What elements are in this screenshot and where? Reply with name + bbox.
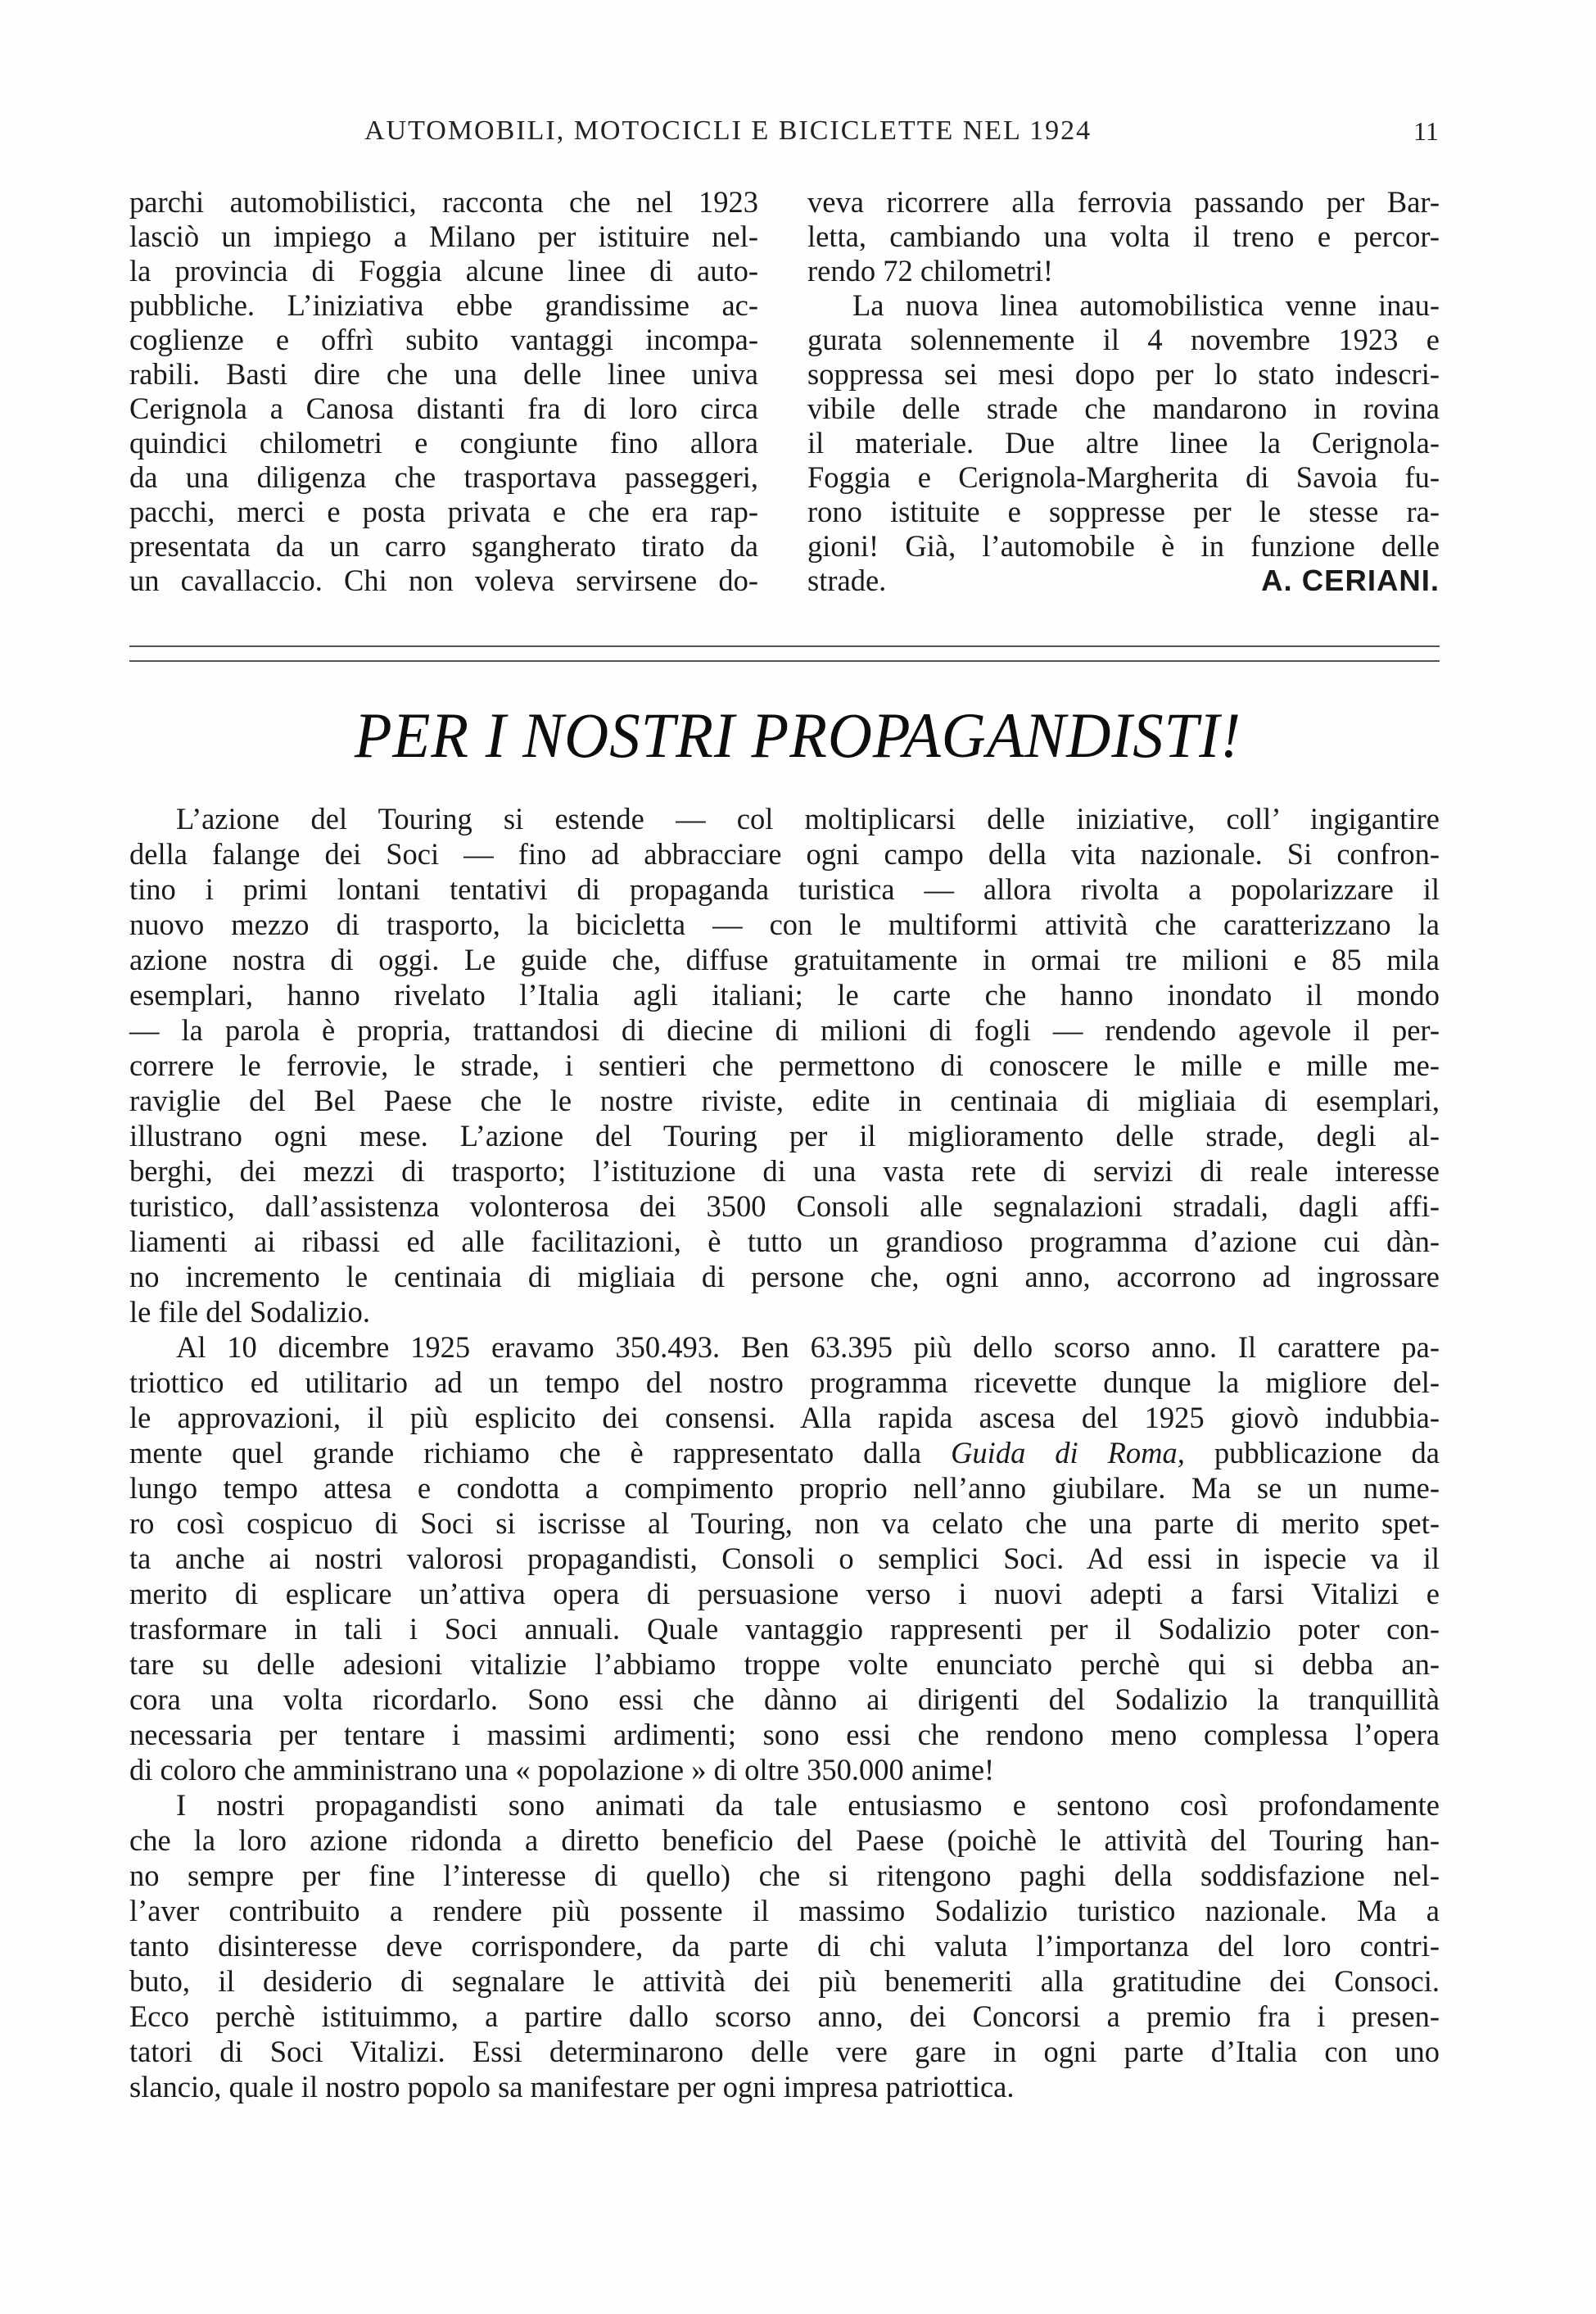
text-line: La nuova linea automobilistica venne inau-: [852, 288, 1440, 322]
text-segment: mente quel grande richiamo che è rappresentato dalla: [129, 1436, 952, 1469]
text-line: ta anche ai nostri valorosi propagandisti, Consoli o semplici Soci. Ad essi in ispecie va il: [129, 1542, 1440, 1575]
text-line: parchi automobilistici, racconta che nel 1923: [129, 185, 758, 219]
text-line: esemplari, hanno rivelato l’Italia agli italiani; le carte che hanno inondato il mondo: [129, 978, 1440, 1012]
text-line: Al 10 dicembre 1925 eravamo 350.493. Ben 63.395 più dello scorso anno. Il carattere pa-: [176, 1330, 1440, 1364]
text-segment: pubblicazione da: [1184, 1436, 1440, 1469]
text-line: trasformare in tali i Soci annuali. Quale vantaggio rappresenti per il Sodalizio poter con-: [129, 1612, 1440, 1646]
text-line: Cerignola a Canosa distanti fra di loro circa: [129, 392, 758, 425]
text-line: le approvazioni, il più esplicito dei consensi. Alla rapida ascesa del 1925 giovò indubbia-: [129, 1401, 1440, 1434]
page-number: 11: [1413, 116, 1439, 146]
text-line: tare su delle adesioni vitalizie l’abbiamo troppe volte enunciato perchè qui si debba an-: [129, 1647, 1440, 1681]
text-line: lasciò un impiego a Milano per istituire nel-: [129, 220, 758, 253]
text-line: [807, 564, 1440, 598]
text-line: berghi, dei mezzi di trasporto; l’istituzione di una vasta rete di servizi di reale interesse: [129, 1154, 1440, 1188]
text-line: L’azione del Touring si estende — col moltiplicarsi delle iniziative, coll’ ingigantire: [176, 802, 1440, 835]
text-line: tino i primi lontani tentativi di propaganda turistica — allora rivolta a popolarizzare il: [129, 872, 1440, 906]
text-line: un cavallaccio. Chi non voleva servirsene do-: [129, 564, 758, 597]
text-line: illustrano ogni mese. L’azione del Touring per il miglioramento delle strade, degli al-: [129, 1119, 1440, 1152]
text-line: il materiale. Due altre linee la Cerignola-: [807, 426, 1440, 460]
text-line: coglienze e offrì subito vantaggi incompa-: [129, 323, 758, 356]
text-line: cora una volta ricordarlo. Sono essi che dànno ai dirigenti del Sodalizio la tranquillità: [129, 1682, 1440, 1716]
text-line: l’aver contribuito a rendere più possente il massimo Sodalizio turistico nazionale. Ma a: [129, 1894, 1440, 1927]
text-line: pacchi, merci e posta privata e che era rap-: [129, 495, 758, 528]
text-line: necessaria per tentare i massimi ardimenti; sono essi che rendono meno complessa l’opera: [129, 1718, 1440, 1751]
text-line: rabili. Basti dire che una delle linee univa: [129, 357, 758, 391]
text-line: liamenti ai ribassi ed alle facilitazioni, è tutto un grandioso programma d’azione cui dàn-: [129, 1225, 1440, 1258]
text-line: rendo 72 chilometri!: [807, 254, 1054, 288]
text-line: che la loro azione ridonda a diretto beneficio del Paese (poichè le attività del Touring han-: [129, 1823, 1440, 1857]
article-title: PER I NOSTRI PROPAGANDISTI!: [354, 700, 1242, 771]
text-line: le file del Sodalizio.: [129, 1295, 370, 1329]
text-line: di coloro che amministrano una « popolazione » di oltre 350.000 anime!: [129, 1753, 995, 1786]
text-line: turistico, dall’assistenza volonterosa dei 3500 Consoli alle segnalazioni stradali, dagli affi-: [129, 1189, 1440, 1223]
text-line: pubbliche. L’iniziativa ebbe grandissime ac-: [129, 288, 758, 322]
text-line: nuovo mezzo di trasporto, la bicicletta — con le multiformi attività che caratterizzano la: [129, 908, 1440, 941]
text-line: Ecco perchè istituimmo, a partire dallo scorso anno, dei Concorsi a premio fra i presen-: [129, 1999, 1440, 2033]
text-line: — la parola è propria, trattandosi di diecine di milioni di fogli — rendendo agevole il per-: [129, 1013, 1440, 1047]
author-signature: A. CERIANI.: [1261, 564, 1440, 597]
text-line: rono istituite e soppresse per le stesse ra-: [807, 495, 1440, 528]
text-line: presentata da un carro sgangherato tirato da: [129, 529, 758, 563]
text-line: [129, 1435, 1440, 1470]
text-line: triottico ed utilitario ad un tempo del nostro programma ricevette dunque la migliore del-: [129, 1365, 1440, 1399]
text-line: no incremento le centinaia di migliaia di persone che, ogni anno, accorrono ad ingrossare: [129, 1260, 1440, 1293]
text-line: vibile delle strade che mandarono in rovina: [807, 392, 1440, 425]
running-header-title: AUTOMOBILI, MOTOCICLI E BICICLETTE NEL 1924: [364, 115, 1092, 146]
text-line: buto, il desiderio di segnalare le attività dei più benemeriti alla gratitudine dei Consoci.: [129, 1964, 1440, 1998]
text-line: da una diligenza che trasportava passeggeri,: [129, 460, 758, 494]
text-line: Foggia e Cerignola-Margherita di Savoia fu-: [807, 460, 1440, 494]
text-line: quindici chilometri e congiunte fino allora: [129, 426, 758, 460]
italic-title-reference: Guida di Roma,: [951, 1436, 1185, 1469]
text-line: tanto disinteresse deve corrispondere, da parte di chi valuta l’importanza del loro contri-: [129, 1929, 1440, 1963]
text-line: raviglie del Bel Paese che le nostre riviste, edite in centinaia di migliaia di esemplari,: [129, 1084, 1440, 1117]
text-line: correre le ferrovie, le strade, i sentieri che permettono di conoscere le mille e mille me-: [129, 1048, 1440, 1082]
section-divider-top: [129, 645, 1440, 647]
text-line: della falange dei Soci — fino ad abbracciare ogni campo della vita nazionale. Si confron-: [129, 837, 1440, 871]
text-line: tatori di Soci Vitalizi. Essi determinarono delle vere gare in ogni parte d’Italia con uno: [129, 2035, 1440, 2068]
text-line: lungo tempo attesa e condotta a compimento proprio nell’anno giubilare. Ma se un nume-: [129, 1471, 1440, 1505]
previous-article-right-column: [807, 185, 1440, 598]
article-body: [129, 801, 1440, 2104]
text-line: soppressa sei mesi dopo per lo stato indescri-: [807, 357, 1440, 391]
text-line: azione nostra di oggi. Le guide che, diffuse gratuitamente in ormai tre milioni e 85 mila: [129, 943, 1440, 976]
section-divider-bottom: [129, 660, 1440, 662]
text-line: merito di esplicare un’attiva opera di persuasione verso i nuovi adepti a farsi Vitalizi e: [129, 1577, 1440, 1610]
text-line: la provincia di Foggia alcune linee di auto-: [129, 254, 758, 288]
text-segment: strade.: [807, 564, 887, 597]
text-line: I nostri propagandisti sono animati da tale entusiasmo e sentono così profondamente: [176, 1788, 1440, 1822]
text-line: no sempre per fine l’interesse di quello) che si ritengono paghi della soddisfazione nel-: [129, 1859, 1440, 1892]
text-line: letta, cambiando una volta il treno e percor-: [807, 220, 1440, 253]
text-line: gurata solennemente il 4 novembre 1923 e: [807, 323, 1440, 356]
text-line: slancio, quale il nostro popolo sa manifestare per ogni impresa patriottica.: [129, 2070, 1015, 2103]
text-line: veva ricorrere alla ferrovia passando per Bar-: [807, 185, 1440, 219]
previous-article-left-column: [129, 185, 758, 598]
text-line: gioni! Già, l’automobile è in funzione delle: [807, 529, 1440, 563]
text-line: ro così cospicuo di Soci si iscrisse al Touring, non va celato che una parte di merito spet-: [129, 1506, 1440, 1540]
